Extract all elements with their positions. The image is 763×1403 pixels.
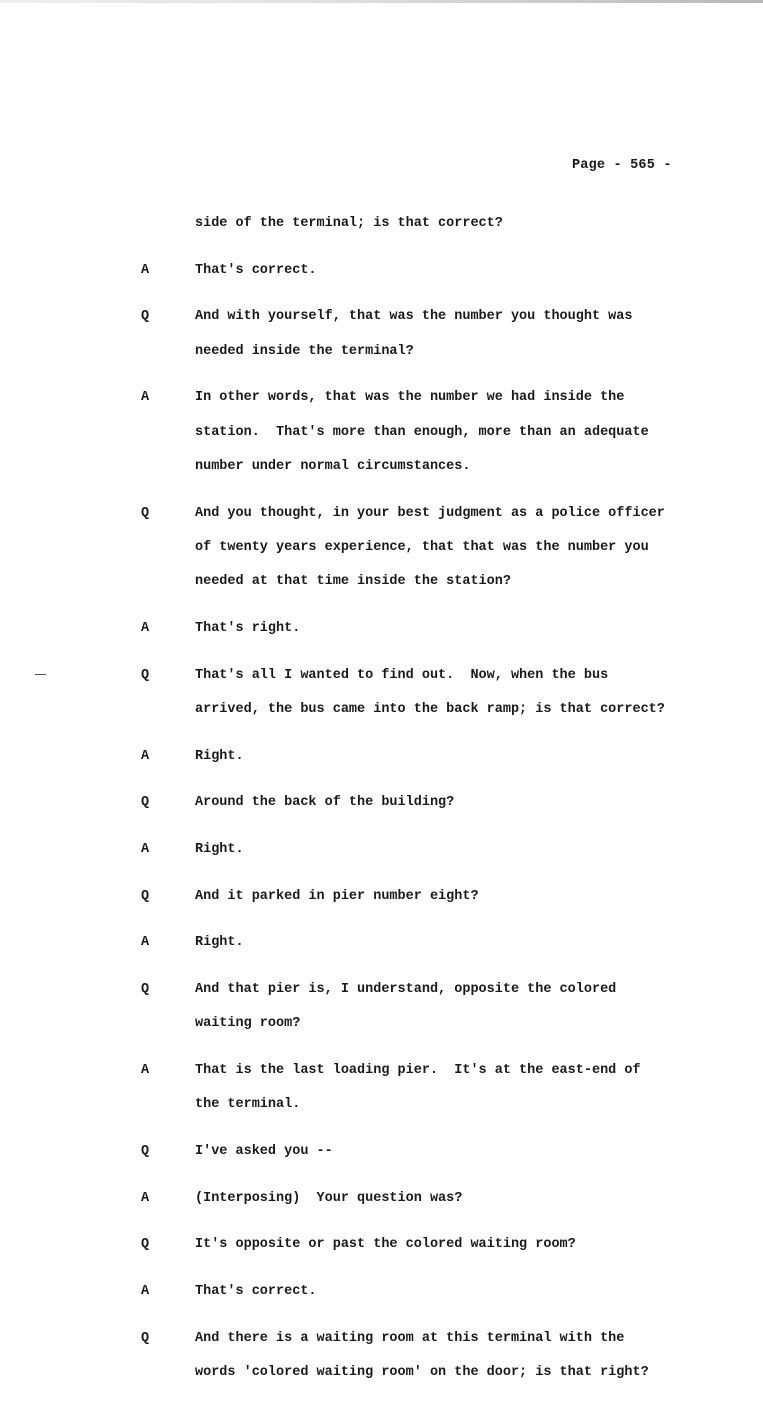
testimony-line: And that pier is, I understand, opposite the colored bbox=[195, 982, 617, 998]
testimony-line: words 'colored waiting room' on the door; is that right? bbox=[195, 1365, 649, 1381]
testimony-text bbox=[195, 381, 735, 484]
speaker-marker: Q bbox=[141, 1330, 150, 1346]
speaker-marker: A bbox=[141, 620, 150, 636]
testimony-line: And you thought, in your best judgment as a police officer bbox=[195, 505, 665, 521]
transcript-entry bbox=[0, 207, 763, 241]
testimony-line: Right. bbox=[195, 841, 244, 857]
transcript-entry bbox=[0, 1275, 763, 1309]
testimony-line: arrived, the bus came into the back ramp; is that correct? bbox=[195, 701, 665, 717]
testimony-line: That is the last loading pier. It's at the east-end of bbox=[195, 1063, 641, 1079]
testimony-line: (Interposing) Your question was? bbox=[195, 1190, 463, 1206]
transcript-entry bbox=[0, 1322, 763, 1391]
transcript-entry bbox=[0, 612, 763, 646]
testimony-text bbox=[195, 740, 735, 774]
transcript-entry bbox=[0, 1182, 763, 1216]
speaker-marker: A bbox=[141, 935, 150, 951]
testimony-line: And it parked in pier number eight? bbox=[195, 888, 479, 904]
testimony-text bbox=[195, 973, 735, 1042]
transcript-entry bbox=[0, 254, 763, 288]
transcript-entry bbox=[0, 497, 763, 600]
transcript-entry bbox=[0, 786, 763, 820]
transcript-entry bbox=[0, 1135, 763, 1169]
testimony-text bbox=[195, 786, 735, 820]
testimony-line: Around the back of the building? bbox=[195, 795, 455, 811]
transcript-body bbox=[0, 207, 763, 1403]
testimony-line: In other words, that was the number we had inside the bbox=[195, 390, 625, 406]
scan-edge bbox=[0, 0, 763, 3]
transcript-entry bbox=[0, 973, 763, 1042]
speaker-marker: A bbox=[141, 1284, 150, 1300]
testimony-text bbox=[195, 1135, 735, 1169]
testimony-text bbox=[195, 926, 735, 960]
testimony-text bbox=[195, 207, 735, 241]
testimony-text bbox=[195, 254, 735, 288]
testimony-text bbox=[195, 497, 735, 600]
speaker-marker: Q bbox=[141, 667, 150, 683]
testimony-line: waiting room? bbox=[195, 1016, 301, 1032]
testimony-line: I've asked you -- bbox=[195, 1144, 333, 1159]
speaker-marker: A bbox=[141, 1190, 150, 1206]
testimony-line: of twenty years experience, that that was the number you bbox=[195, 539, 649, 555]
testimony-text bbox=[195, 833, 735, 867]
testimony-text bbox=[195, 880, 735, 914]
transcript-entry bbox=[0, 880, 763, 914]
speaker-marker: Q bbox=[141, 1144, 150, 1159]
testimony-text bbox=[195, 1182, 735, 1216]
margin-mark bbox=[35, 674, 46, 675]
speaker-marker: A bbox=[141, 748, 150, 764]
speaker-marker: A bbox=[141, 841, 150, 857]
transcript-entry bbox=[0, 740, 763, 774]
testimony-line: Right. bbox=[195, 935, 244, 951]
testimony-text bbox=[195, 1275, 735, 1309]
testimony-text bbox=[195, 1228, 735, 1262]
testimony-line: the terminal. bbox=[195, 1097, 301, 1113]
speaker-marker: Q bbox=[141, 505, 150, 521]
testimony-line: needed inside the terminal? bbox=[195, 343, 414, 359]
speaker-marker: A bbox=[141, 262, 150, 278]
transcript-entry bbox=[0, 381, 763, 484]
testimony-line: That's all I wanted to find out. Now, when the bus bbox=[195, 667, 609, 683]
testimony-line: needed at that time inside the station? bbox=[195, 574, 511, 590]
testimony-line: And there is a waiting room at this terminal with the bbox=[195, 1330, 625, 1346]
testimony-line: Right. bbox=[195, 748, 244, 764]
transcript-entry bbox=[0, 1054, 763, 1123]
transcript-entry bbox=[0, 300, 763, 369]
transcript-entry bbox=[0, 833, 763, 867]
testimony-line: That's right. bbox=[195, 620, 301, 636]
transcript-entry bbox=[0, 1228, 763, 1262]
speaker-marker: Q bbox=[141, 1237, 150, 1253]
transcript-entry bbox=[0, 659, 763, 728]
testimony-text bbox=[195, 1322, 735, 1391]
testimony-text bbox=[195, 300, 735, 369]
testimony-line: And with yourself, that was the number you thought was bbox=[195, 309, 633, 325]
speaker-marker: Q bbox=[141, 888, 150, 904]
testimony-text bbox=[195, 612, 735, 646]
testimony-line: That's correct. bbox=[195, 1284, 317, 1300]
speaker-marker: A bbox=[141, 1063, 150, 1079]
testimony-line: number under normal circumstances. bbox=[195, 458, 471, 474]
testimony-line: side of the terminal; is that correct? bbox=[195, 216, 503, 231]
speaker-marker: Q bbox=[141, 982, 150, 998]
speaker-marker: Q bbox=[141, 795, 150, 811]
speaker-marker: A bbox=[141, 390, 150, 406]
testimony-text bbox=[195, 1054, 735, 1123]
testimony-line: It's opposite or past the colored waiting room? bbox=[195, 1237, 576, 1253]
testimony-line: That's correct. bbox=[195, 262, 317, 278]
testimony-line: station. That's more than enough, more than an adequate bbox=[195, 424, 649, 440]
transcript-entry bbox=[0, 926, 763, 960]
testimony-text bbox=[195, 659, 735, 728]
page-number: Page - 565 - bbox=[572, 158, 672, 173]
speaker-marker: Q bbox=[141, 309, 150, 325]
